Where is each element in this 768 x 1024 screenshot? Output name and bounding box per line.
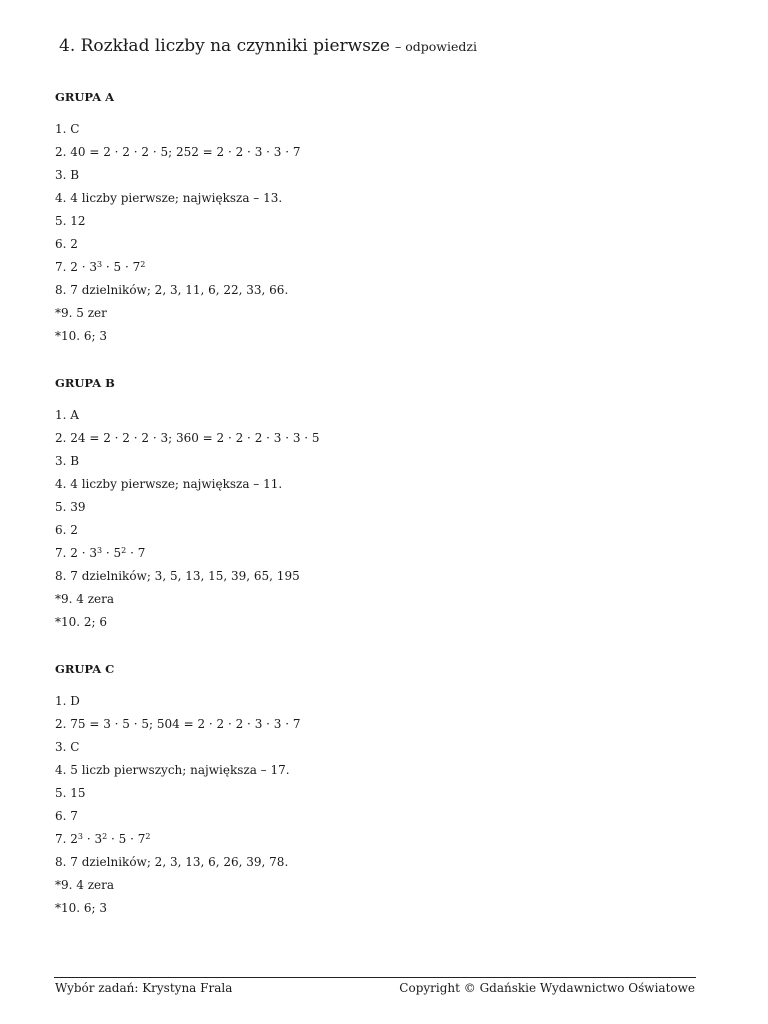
title-main: 4. Rozkład liczby na czynniki pierwsze [59, 36, 390, 56]
answer-item: 1. D [55, 694, 80, 708]
group-b-heading: GRUPA B [55, 376, 115, 390]
exponent: 3 [96, 546, 103, 555]
group-c-heading: GRUPA C [55, 662, 115, 676]
group-b-section [55, 375, 320, 634]
answer-item: 3. C [55, 740, 80, 754]
exponent: 2 [102, 832, 108, 841]
answer-item: 2. 75 = 3 · 5 · 5; 504 = 2 · 2 · 2 · 3 · 3 · 7 [55, 717, 301, 731]
answer-item: 7. $2 \cdot 3^3 \cdot 5 \cdot 7^2$ [55, 260, 146, 274]
page-title [59, 34, 477, 59]
footer-author: Wybór zadań: Krystyna Frala [55, 981, 233, 995]
exponent: 3 [96, 260, 103, 269]
answer-item: 4. 4 liczby pierwsze; największa – 11. [55, 477, 283, 491]
answer-item: 1. C [55, 122, 80, 136]
answer-item: 6. 2 [55, 237, 78, 251]
answer-item: 5. 15 [55, 786, 86, 800]
exponent: 2 [145, 832, 151, 841]
answer-item: 7. $2 \cdot 3^3 \cdot 5^2 \cdot 7$ [55, 546, 146, 560]
group-a-heading: GRUPA A [55, 90, 115, 104]
answer-item: 8. 7 dzielników; 2, 3, 11, 6, 22, 33, 66. [55, 283, 289, 297]
answer-item: *9. 5 zer [55, 306, 107, 320]
answer-item: 7. $2^3 \cdot 3^2 \cdot 5 \cdot 7^2$ [55, 832, 151, 846]
footer-divider [54, 977, 696, 978]
group-a-answer-list [55, 118, 300, 348]
exponent: 2 [121, 546, 127, 555]
answer-item: *10. 6; 3 [55, 901, 108, 915]
footer-copyright: Copyright © Gdańskie Wydawnictwo Oświatowe [399, 981, 695, 995]
answer-item: 8. 7 dzielników; 3, 5, 13, 15, 39, 65, 195 [55, 569, 300, 583]
group-c-answer-list [55, 690, 300, 920]
answer-item: 3. B [55, 454, 80, 468]
answer-item: 4. 4 liczby pierwsze; największa – 13. [55, 191, 283, 205]
answer-item: 6. 2 [55, 523, 78, 537]
exponent: 3 [77, 832, 83, 841]
answer-item: 3. B [55, 168, 80, 182]
answer-item: *9. 4 zera [55, 592, 115, 606]
exponent: 2 [140, 260, 146, 269]
answer-item: *10. 6; 3 [55, 329, 108, 343]
answer-item: 5. 39 [55, 500, 86, 514]
group-c-section [55, 661, 300, 920]
answer-item: 6. 7 [55, 809, 78, 823]
answer-item: 4. 5 liczb pierwszych; największa – 17. [55, 763, 290, 777]
answer-item: 2. 40 = 2 · 2 · 2 · 5; 252 = 2 · 2 · 3 · 3 · 7 [55, 145, 301, 159]
answer-item: *10. 2; 6 [55, 615, 108, 629]
answer-item: *9. 4 zera [55, 878, 115, 892]
answer-item: 2. 24 = 2 · 2 · 2 · 3; 360 = 2 · 2 · 2 · 3 · 3 · 5 [55, 431, 320, 445]
answer-item: 1. A [55, 408, 79, 422]
group-b-answer-list [55, 404, 320, 634]
title-subtitle: – odpowiedzi [395, 39, 477, 54]
answer-item: 5. 12 [55, 214, 86, 228]
answer-item: 8. 7 dzielników; 2, 3, 13, 6, 26, 39, 78. [55, 855, 289, 869]
group-a-section [55, 89, 300, 348]
